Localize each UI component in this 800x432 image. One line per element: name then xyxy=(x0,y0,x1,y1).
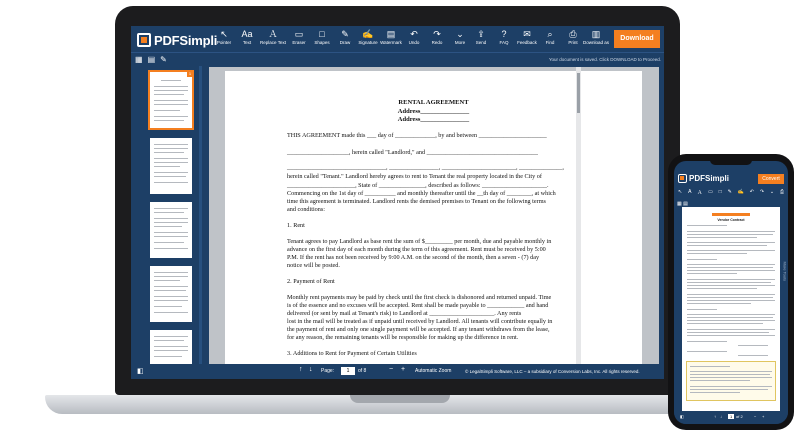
file-tools xyxy=(470,28,631,46)
tool-label: Redo xyxy=(431,40,443,45)
shapes-icon: □ xyxy=(319,29,325,39)
edit-tools xyxy=(213,28,472,46)
eraser-icon: ▭ xyxy=(294,29,304,39)
page-label: Page: xyxy=(321,368,335,374)
tool-label: Shapes xyxy=(314,40,330,45)
phone-notch xyxy=(710,159,752,165)
document-text-line: 3. Additions to Rent for Payment of Certain Utilities xyxy=(287,350,417,357)
document-text-line: is of the essence and no excuses will be accepted. Rent shall be made payable to ____________ and hand xyxy=(287,302,549,309)
faq-icon: ? xyxy=(501,29,507,39)
logo-icon xyxy=(678,174,687,183)
phone-more-tools-tab[interactable]: More Tools xyxy=(782,261,787,281)
document-text-line: 2. Payment of Rent xyxy=(287,278,335,285)
tool-label: Find xyxy=(545,40,555,45)
phone-bottom-bar xyxy=(674,411,788,424)
thumbnail-page-5[interactable] xyxy=(150,330,192,364)
bottom-bar xyxy=(203,364,664,379)
tool-label: Send xyxy=(475,40,487,45)
document-text-line: delivered (or sent by mail at Tenant's risk) to Landlord at _____________________. Any rents xyxy=(287,310,522,317)
phone-info-box xyxy=(686,361,776,401)
phone-page-total: of 2 xyxy=(736,414,743,419)
more-tools-tab[interactable] xyxy=(659,66,664,364)
document-text-line: ______________________, State of _______________, described as follows: _____________________. xyxy=(287,182,549,189)
find-icon: ⌕ xyxy=(547,29,553,39)
download-button[interactable]: Download xyxy=(614,30,660,48)
document-text-line: ________________________________, ________________, ________________________, ______________, xyxy=(287,164,564,171)
phone-logo[interactable] xyxy=(678,174,729,183)
page-view-icon[interactable]: ▤ xyxy=(147,55,156,64)
undo-icon[interactable]: ↶ xyxy=(749,189,754,195)
page-number-input[interactable]: 1 xyxy=(341,367,355,375)
saved-message: Your document is saved. Click DOWNLOAD to Proceed. xyxy=(548,57,661,62)
document-text-line: advance on the first day of each month during the term of this agreement. Rent must be received by 5:00 xyxy=(287,246,546,253)
document-text-line: for any reason, the remaining tenants will be responsible for making up the difference in rent. xyxy=(287,334,519,341)
tool-label: Feedback xyxy=(517,40,537,45)
pointer-icon[interactable]: ↖ xyxy=(678,189,683,195)
arrow-up-icon[interactable]: ↑ xyxy=(714,414,716,419)
arrow-up-icon[interactable]: ↑ xyxy=(299,366,303,373)
thumbnail-page-1[interactable] xyxy=(150,72,192,128)
zoom-out-icon[interactable]: − xyxy=(389,366,394,373)
tool-label: More xyxy=(454,40,466,45)
tool-label: FAQ xyxy=(499,40,509,45)
signature-icon: ✍ xyxy=(362,29,374,39)
document-text-line: Tenant agrees to pay Landlord as base rent the sum of $_________ per month, due and payable monthly in xyxy=(287,238,552,245)
document-text-line: ____________________, herein called "Landlord," and ____________________________________ xyxy=(287,149,538,156)
sidebar-toggle-icon[interactable]: ◧ xyxy=(680,414,684,419)
redo-icon[interactable]: ↷ xyxy=(759,189,765,195)
phone-header xyxy=(674,169,788,187)
phone-document-page[interactable] xyxy=(682,207,780,411)
tool-replace-text[interactable] xyxy=(259,28,287,46)
document-text-line: the payment of rent and only one single payment will be accepted. If any tenant withdraws from the lease, xyxy=(287,326,550,333)
document-address-line: Address_______________ xyxy=(397,108,470,115)
tool-label: Replace Text xyxy=(260,40,286,45)
page-total: of 8 xyxy=(358,368,367,374)
more-icon[interactable]: ⌄ xyxy=(769,189,775,195)
arrow-down-icon[interactable]: ↓ xyxy=(309,366,313,373)
tool-label: Signature xyxy=(358,40,378,45)
redo-icon: ↷ xyxy=(433,29,441,39)
bottom-left-bar xyxy=(131,364,203,379)
document-text-line: Commencing on the 1st day of __________ and monthly thereafter until the __th day of ________, at which xyxy=(287,190,556,197)
feedback-icon: ✉ xyxy=(523,29,531,39)
tool-label: Text xyxy=(242,40,252,45)
thumbnail-page-3[interactable] xyxy=(150,202,192,258)
tool-label: Draw xyxy=(339,40,351,45)
shapes-icon[interactable]: □ xyxy=(718,189,722,195)
document-text-line: time this agreement is terminated. Landlord rents the demised premises to Tenant on the following terms xyxy=(287,198,546,205)
highlight-bar xyxy=(712,213,750,216)
thumbnails-scrollbar[interactable] xyxy=(199,66,202,364)
document-text-line: herein called "Tenant." Landlord hereby agrees to rent to Tenant the real property located in the City of xyxy=(287,173,542,180)
convert-button[interactable]: Convert xyxy=(758,174,784,184)
document-scrollbar[interactable] xyxy=(576,67,581,364)
edit-view-icon[interactable]: ✎ xyxy=(160,55,167,64)
zoom-in-icon[interactable]: + xyxy=(401,366,406,373)
phone-page-input[interactable]: 1 xyxy=(730,414,733,419)
thumbnail-page-4[interactable] xyxy=(150,266,192,322)
text-icon: Aa xyxy=(241,29,253,39)
tool-label: Download as xyxy=(582,40,609,45)
phone-logo-text: PDFSimpli xyxy=(689,174,730,183)
tool-label: Pointer xyxy=(216,40,232,45)
zoom-out-icon[interactable]: − xyxy=(754,414,757,419)
logo-text: PDFSimpli xyxy=(154,32,218,48)
document-text-line: 1. Rent xyxy=(287,222,305,229)
download-as-icon: ▥ xyxy=(591,29,601,39)
grid-view-icon[interactable]: ▦ xyxy=(135,55,143,64)
laptop-notch xyxy=(350,395,450,403)
logo-icon xyxy=(137,33,151,47)
phone-screen xyxy=(674,161,788,424)
tool-label: Undo xyxy=(408,40,420,45)
replace-text-icon[interactable]: Ａ xyxy=(697,190,703,196)
text-icon[interactable]: A xyxy=(688,189,692,195)
grid-view-icon[interactable]: ▦ ▤ xyxy=(677,201,688,207)
page-thumbnails xyxy=(131,66,203,364)
sub-toolbar xyxy=(131,54,664,66)
draw-icon[interactable]: ✎ xyxy=(727,189,732,195)
phone-doc-heading: Vendor Contract xyxy=(717,218,745,222)
zoom-select[interactable]: Automatic Zoom xyxy=(415,368,452,374)
document-text-line: Monthly rent payments may be paid by check until the first check is dishonored and returned unpaid. Time xyxy=(287,294,552,301)
document-address-line: Address_______________ xyxy=(397,116,470,123)
app-logo[interactable] xyxy=(137,31,217,49)
document-text-line: and conditions: xyxy=(287,206,325,213)
pointer-icon: ↖ xyxy=(220,29,228,39)
document-title: RENTAL AGREEMENT xyxy=(398,99,469,106)
tool-label: Watermark xyxy=(380,40,402,45)
phone-tools xyxy=(678,189,784,199)
eraser-icon[interactable]: ▭ xyxy=(708,189,713,195)
tool-label: Eraser xyxy=(292,40,306,45)
undo-icon: ↶ xyxy=(410,29,418,39)
print-icon[interactable]: ⎙ xyxy=(779,189,784,195)
more-icon: ⌄ xyxy=(456,29,464,39)
sidebar-toggle-icon[interactable]: ◧ xyxy=(137,368,144,375)
document-text-line: notice will be posted. xyxy=(287,262,340,269)
signature-icon[interactable]: ✍ xyxy=(737,189,744,195)
arrow-down-icon[interactable]: ↓ xyxy=(720,414,722,419)
top-toolbar xyxy=(131,26,664,53)
tool-label: Print xyxy=(568,40,578,45)
zoom-in-icon[interactable]: + xyxy=(762,414,765,419)
draw-icon: ✎ xyxy=(341,29,349,39)
active-badge: 1 xyxy=(188,71,192,76)
laptop-screen xyxy=(131,26,664,379)
document-text-line: lost in the mail will be treated as if unpaid until received by Landlord. All tenants will contribute equally in xyxy=(287,318,553,325)
copyright-text: © LegalSimpli Software, LLC – a subsidiary of Conversion Labs, Inc. All rights reserved. xyxy=(465,369,640,374)
document-text-line: THIS AGREEMENT made this ___ day of _____________, by and between ______________________ xyxy=(287,132,547,139)
scrollbar-thumb[interactable] xyxy=(577,73,580,113)
replace-text-icon: Ａ xyxy=(268,29,278,39)
send-icon: ⇪ xyxy=(477,29,485,39)
thumbnail-page-2[interactable] xyxy=(150,138,192,194)
document-text-line: P.M. If the rent has not been received by 9:00 A.M. on the second of the month, then a seven - (7) day xyxy=(287,254,540,261)
watermark-icon: ▤ xyxy=(386,29,396,39)
print-icon: ⎙ xyxy=(569,29,577,39)
view-icons xyxy=(135,55,172,64)
document-viewer xyxy=(209,67,659,364)
